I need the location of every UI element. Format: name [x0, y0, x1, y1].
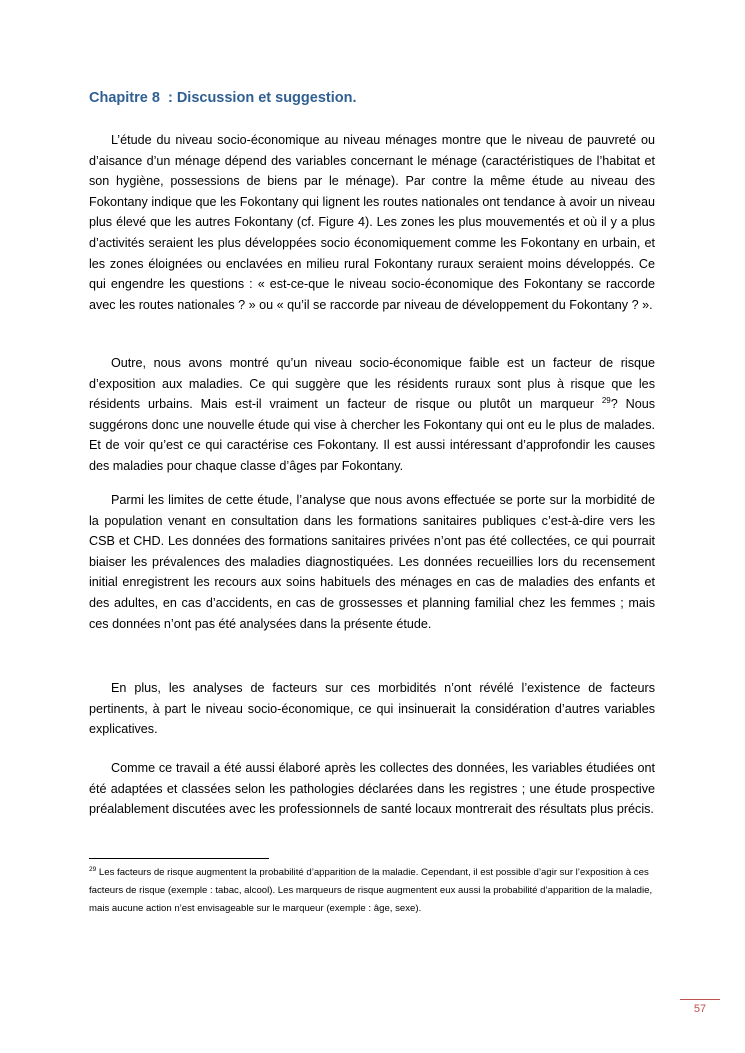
page-number-rule: [680, 999, 720, 1000]
paragraph-2-text-before: Outre, nous avons montré qu’un niveau socio-économique faible est un facteur de risque d’exposition aux maladies. Ce qui suggère que les résidents ruraux sont plus à risque que les résidents urbains. Mais est-il vraiment un facteur de risque ou plutôt un marqueur: [89, 356, 655, 412]
footnote: [89, 864, 661, 918]
paragraph-1-text: L’étude du niveau socio-économique au niveau ménages montre que le niveau de pauvreté ou d’aisance d’un ménage dépend des variables concernant le ménage (caractéristiques de l’habitat et son hygiène, possessions de biens par le ménage). Par contre la même étude au niveau des Fokontany indique que les Fokontany qui lignent les routes nationales ont tendance à avoir un niveau plus élevé que les autres Fokontany (cf. Figure 4). Les zones les plus mouvementés et où il y a plus d’activités seraient les plus développées socio économiquement comme les Fokontany en urbain, et les zones éloignées ou enclavées en milieu rural Fokontany ruraux seraient moins développés. Ce qui engendre les questions : « est-ce-que le niveau socio-économique des Fokontany se raccorde avec les routes nationales ? » ou « qu’il se raccorde par niveau de développement du Fokontany ? ».: [89, 133, 655, 312]
paragraph-5-text: Comme ce travail a été aussi élaboré après les collectes des données, les variables étudiées ont été adaptées et classées selon les pathologies déclarées dans les registres ; une étude prospective préalablement discutées avec les professionnels de santé locaux montrerait des résultats plus précis.: [89, 761, 655, 817]
footnote-separator: [89, 858, 269, 859]
paragraph-4: [89, 678, 655, 740]
paragraph-5: [89, 758, 655, 820]
page-number: 57: [693, 1003, 707, 1015]
paragraph-2: [89, 353, 655, 477]
paragraph-3: [89, 490, 655, 634]
paragraph-2-text-after: ? Nous suggérons donc une nouvelle étude qui vise à chercher les Fokontany qui ont eu le plus de malades. Et de voir qu’est ce qui caractérise ces Fokontany. Il est aussi intéressant d’approfondir les causes des maladies pour chaque classe d’âges par Fokontany.: [89, 397, 655, 473]
paragraph-4-text: En plus, les analyses de facteurs sur ces morbidités n’ont révélé l’existence de facteurs pertinents, à part le niveau socio-économique, ce qui insinuerait la considération d’autres variables explicatives.: [89, 681, 655, 737]
paragraph-1: [89, 130, 655, 315]
chapter-heading: Chapitre 8 : Discussion et suggestion.: [89, 90, 357, 106]
paragraph-3-text: Parmi les limites de cette étude, l’analyse que nous avons effectuée se porte sur la morbidité de la population venant en consultation dans les formations sanitaires publiques c’est-à-dire vers les CSB et CHD. Les données des formations sanitaires privées n’ont pas été collectées, ce qui pourrait biaiser les prévalences des maladies diagnostiquées. Les données recueillies lors du recensement initial enregistrent les recours aux soins habituels des ménages en cas de maladies des enfants et des adultes, en cas d’accidents, en cas de grossesses et planning familial chez les femmes ; mais ces données n’ont pas été analysées dans la présente étude.: [89, 493, 655, 631]
footnote-text: Les facteurs de risque augmentent la probabilité d’apparition de la maladie. Cependant, il est possible d’agir sur l’exposition à ces facteurs de risque (exemple : tabac, alcool). Les marqueurs de risque augmentent eux aussi la probabilité d’apparition de la maladie, mais aucune action n’est envisageable sur le marqueur (exemple : âge, sexe).: [89, 867, 653, 914]
footnote-reference[interactable]: 29: [601, 396, 611, 405]
footnote-number: 29: [89, 865, 97, 873]
